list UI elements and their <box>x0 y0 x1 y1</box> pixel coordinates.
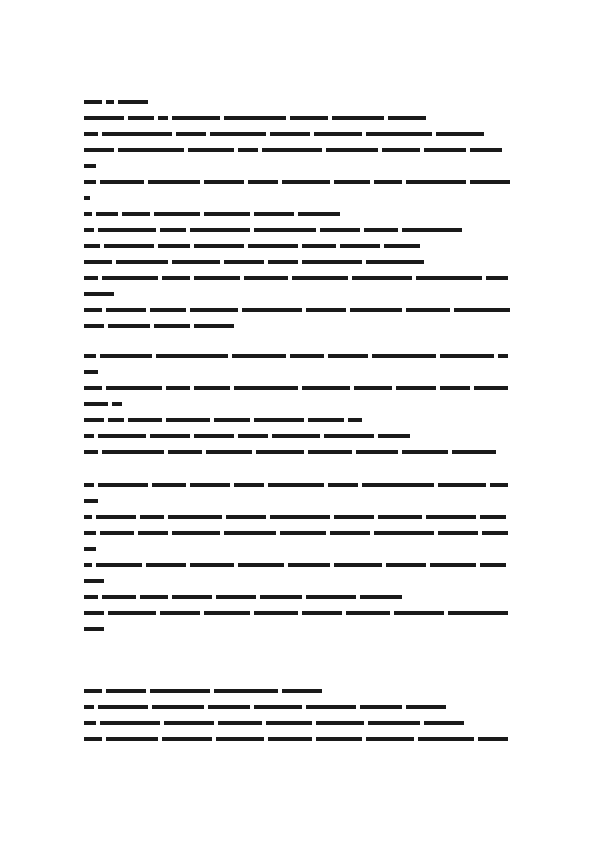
paragraph-1 <box>84 95 514 335</box>
text-line <box>84 127 514 143</box>
paragraph-4 <box>84 684 514 748</box>
text-line <box>84 175 514 191</box>
text-line <box>84 349 514 365</box>
text-line <box>84 732 514 748</box>
text-line <box>84 303 514 319</box>
text-line <box>84 445 514 461</box>
text-line <box>84 255 514 271</box>
paragraph-2 <box>84 349 514 461</box>
text-line <box>84 590 514 606</box>
text-line <box>84 429 514 445</box>
text-line <box>84 111 514 127</box>
text-line <box>84 207 514 223</box>
text-line <box>84 494 514 510</box>
text-line <box>84 542 514 558</box>
text-line <box>84 574 514 590</box>
text-line <box>84 478 514 494</box>
text-line <box>84 159 514 175</box>
text-line <box>84 239 514 255</box>
text-line <box>84 526 514 542</box>
text-line <box>84 319 514 335</box>
paragraph-3 <box>84 478 514 638</box>
text-line <box>84 271 514 287</box>
text-line <box>84 143 514 159</box>
text-line <box>84 684 514 700</box>
text-line <box>84 95 514 111</box>
text-line <box>84 700 514 716</box>
text-line <box>84 606 514 622</box>
text-line <box>84 510 514 526</box>
text-line <box>84 381 514 397</box>
text-line <box>84 397 514 413</box>
text-line <box>84 716 514 732</box>
text-line <box>84 223 514 239</box>
text-line <box>84 287 514 303</box>
text-line <box>84 558 514 574</box>
text-line <box>84 413 514 429</box>
text-line <box>84 365 514 381</box>
text-line <box>84 622 514 638</box>
text-line <box>84 191 514 207</box>
